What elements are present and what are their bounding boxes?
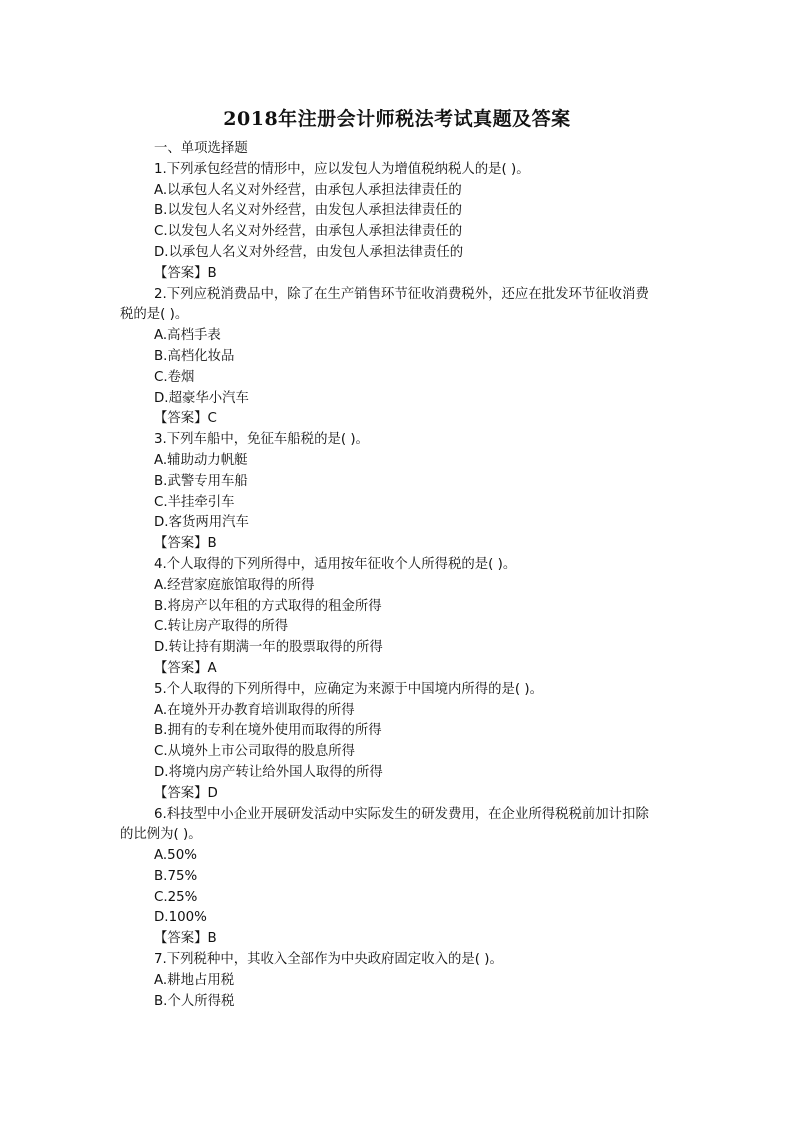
question-text-continuation: 的比例为( )。 bbox=[120, 827, 202, 843]
answer-option: B.拥有的专利在境外使用而取得的所得 bbox=[154, 723, 382, 739]
question-text: 3.下列车船中，免征车船税的是( )。 bbox=[154, 432, 369, 448]
question-text: 6.科技型中小企业开展研发活动中实际发生的研发费用，在企业所得税税前加计扣除 bbox=[154, 806, 649, 822]
document-title: 2018年注册会计师税法考试真题及答案 bbox=[223, 108, 571, 130]
answer-option: C.卷烟 bbox=[154, 369, 195, 385]
question-text: 7.下列税种中，其收入全部作为中央政府固定收入的是( )。 bbox=[154, 952, 503, 968]
question-text: 2.下列应税消费品中，除了在生产销售环节征收消费税外，还应在批发环节征收消费 bbox=[154, 286, 649, 302]
answer-option: C.以发包人名义对外经营，由承包人承担法律责任的 bbox=[154, 224, 463, 240]
answer-option: A.高档手表 bbox=[154, 328, 221, 344]
answer-option: B.武警专用车船 bbox=[154, 473, 248, 489]
question-text: 4.个人取得的下列所得中，适用按年征收个人所得税的是( )。 bbox=[154, 556, 517, 572]
answer-option: A.在境外开办教育培训取得的所得 bbox=[154, 702, 355, 718]
answer-option: D.将境内房产转让给外国人取得的所得 bbox=[154, 764, 383, 780]
answer-option: D.100% bbox=[154, 910, 207, 926]
document-body bbox=[120, 139, 676, 1012]
answer-option: A.辅助动力帆艇 bbox=[154, 452, 248, 468]
answer-option: D.以承包人名义对外经营，由发包人承担法律责任的 bbox=[154, 244, 464, 260]
answer-option: D.转让持有期满一年的股票取得的所得 bbox=[154, 640, 383, 656]
answer-option: B.以发包人名义对外经营，由发包人承担法律责任的 bbox=[154, 203, 463, 219]
answer-option: C.转让房产取得的所得 bbox=[154, 619, 289, 635]
answer-option: A.经营家庭旅馆取得的所得 bbox=[154, 577, 315, 593]
section-heading: 一、单项选择题 bbox=[154, 141, 248, 156]
answer-key: 【答案】D bbox=[154, 785, 218, 801]
answer-option: B.个人所得税 bbox=[154, 993, 235, 1009]
answer-key: 【答案】A bbox=[154, 660, 217, 676]
answer-option: A.50% bbox=[154, 848, 197, 864]
answer-option: A.耕地占用税 bbox=[154, 972, 235, 988]
answer-option: D.超豪华小汽车 bbox=[154, 390, 249, 406]
answer-option: C.半挂牵引车 bbox=[154, 494, 235, 510]
answer-key: 【答案】B bbox=[154, 931, 217, 947]
answer-option: C.25% bbox=[154, 889, 198, 905]
answer-key: 【答案】B bbox=[154, 265, 217, 281]
answer-option: B.高档化妆品 bbox=[154, 348, 235, 364]
answer-option: C.从境外上市公司取得的股息所得 bbox=[154, 744, 356, 760]
answer-key: 【答案】B bbox=[154, 536, 217, 552]
answer-key: 【答案】C bbox=[154, 411, 217, 427]
answer-option: B.75% bbox=[154, 868, 198, 884]
answer-option: D.客货两用汽车 bbox=[154, 515, 249, 531]
answer-option: B.将房产以年租的方式取得的租金所得 bbox=[154, 598, 382, 614]
answer-option: A.以承包人名义对外经营，由承包人承担法律责任的 bbox=[154, 182, 462, 198]
question-text: 1.下列承包经营的情形中，应以发包人为增值税纳税人的是( )。 bbox=[154, 161, 530, 177]
question-text-continuation: 税的是( )。 bbox=[120, 307, 189, 323]
question-text: 5.个人取得的下列所得中，应确定为来源于中国境内所得的是( )。 bbox=[154, 681, 544, 697]
